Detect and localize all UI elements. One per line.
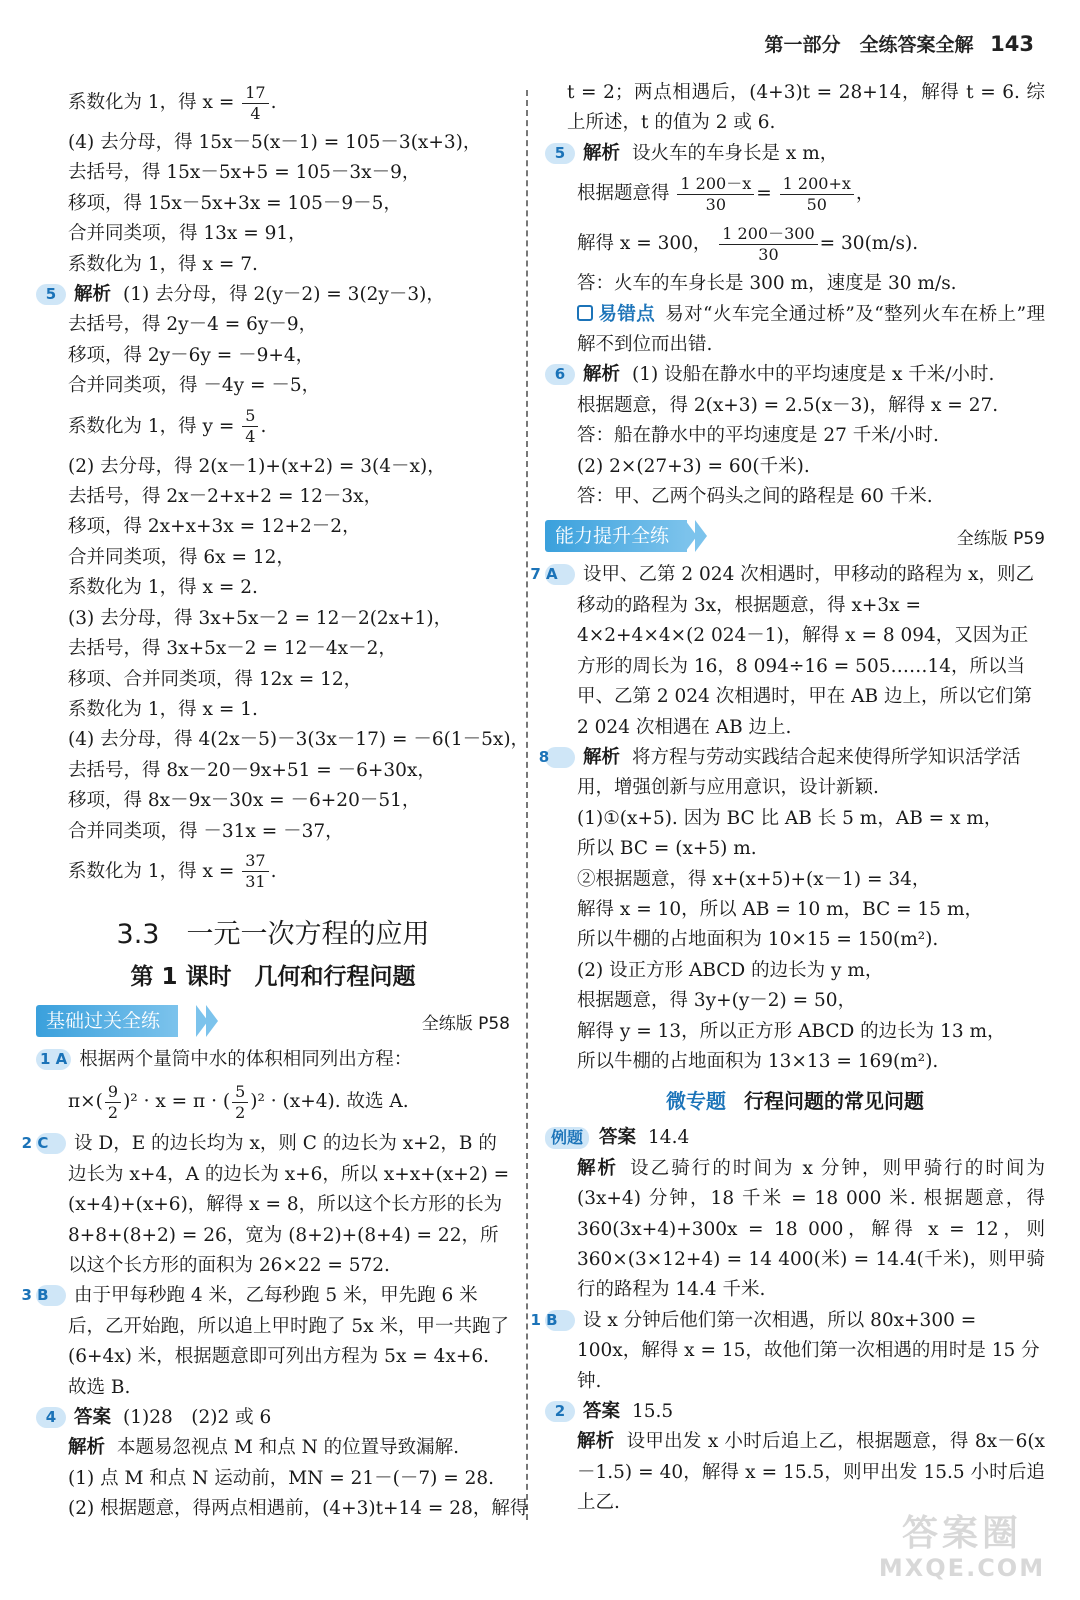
- text-line: 去括号，得 2y－4 = 6y－9，: [68, 314, 318, 336]
- text-line: 所以牛棚的占地面积为 10×15 = 150(m²).: [577, 929, 939, 951]
- watermark-logo: 答案圈 MXQE.COM: [878, 1513, 1046, 1582]
- example-tag: 例题: [545, 1127, 589, 1149]
- fraction: $\frac{1 200+x}{50}$: [780, 174, 854, 215]
- text-line: 根据题意，得 2(x+3) = 2.5(x－3)，解得 x = 27.: [577, 394, 999, 416]
- text-line: 合并同类项，得 13x = 91，: [68, 223, 307, 245]
- text-line: 系数化为 1，得 x = 1.: [68, 698, 258, 720]
- text-line: (3) 去分母，得 3x+5x－2 = 12－2(2x+1)，: [68, 607, 453, 629]
- text-line: 合并同类项，得 －4y = －5，: [68, 375, 321, 397]
- text-line: 答：船在静水中的平均速度是 27 千米/小时.: [577, 425, 939, 447]
- question-4-answer: 4 答案 (1)28 (2)2 或 6: [36, 1403, 510, 1433]
- banner-reference: 全练版 P59: [956, 529, 1045, 550]
- text-line: 解析 本题易忽视点 M 和点 N 的位置导致漏解.: [68, 1437, 460, 1459]
- header-section: 第一部分 全练答案全解: [764, 34, 974, 56]
- question-number: 5: [36, 284, 66, 305]
- question-8: 8 解析 将方程与劳动实践结合起来使得所学知识活学活用，增强创新与应用意识，设计新颖.: [538, 746, 1021, 799]
- banner-label: 基础过关全练: [36, 1005, 178, 1037]
- banner-reference: 全练版 P58: [421, 1013, 510, 1034]
- question-3: 3 B 由于甲每秒跑 4 米，乙每秒跑 5 米，甲先跑 6 米后，乙开始跑，所以追上甲时跑了 5x 米，甲一共跑了 (6+4x) 米，根据题意即可列出方程为 5x = 4x+6. 故选 B.: [21, 1285, 509, 1398]
- question-5: 5 解析 设火车的车身长是 x m，: [545, 139, 1045, 169]
- text-line: 移项、合并同类项，得 12x = 12，: [68, 668, 363, 690]
- text-line: t = 2；两点相遇后，(4+3)t = 28+14，解得 t = 6. 综上所述，t 的值为 2 或 6.: [567, 82, 1045, 134]
- text-line: 移项，得 15x－5x+3x = 105－9－5，: [68, 192, 402, 214]
- question-number: 4: [36, 1407, 66, 1428]
- text-line: 答：甲、乙两个码头之间的路程是 60 千米.: [577, 486, 933, 508]
- text-line: (1) 点 M 和点 N 运动前，MN = 21－(－7) = 28.: [68, 1467, 495, 1489]
- text-line: (2) 2×(27+3) = 60(千米).: [577, 455, 810, 477]
- equation-line: π×( $\frac{9}{2}$ )² · x = π · ( $\frac{5}{2}$ )² · (x+4). 故选 A.: [68, 1081, 409, 1122]
- topic-title: 微专题 行程问题的常见问题: [666, 1089, 924, 1114]
- fraction: $\frac{1 200-x}{30}$: [677, 174, 754, 215]
- text-line: 合并同类项，得 －31x = －37，: [68, 820, 344, 842]
- question-1b: 1 B 设 x 分钟后他们第一次相遇，所以 80x+300 = 100x，解得 x = 15，故他们第一次相遇的用时是 15 分钟.: [530, 1309, 1040, 1392]
- text-line: 解得 y = 13，所以正方形 ABCD 的边长为 13 m，: [577, 1020, 1006, 1042]
- lesson-title: 第 1 课时 几何和行程问题: [130, 963, 416, 990]
- text-line: 去括号，得 15x－5x+5 = 105－3x－9，: [68, 162, 421, 184]
- fraction: $\frac{1 200-300}{30}$: [719, 224, 817, 265]
- basic-practice-banner: [36, 1005, 510, 1039]
- question-number: 8: [545, 747, 575, 768]
- fraction: $\frac{17}{4}$: [242, 83, 268, 124]
- fraction: $\frac{5}{4}$: [242, 406, 258, 447]
- text-line: 移项，得 2y－6y = －9+4，: [68, 344, 315, 366]
- text-line: 答：火车的车身长是 300 m，速度是 30 m/s.: [577, 273, 957, 295]
- page-number: 143: [990, 32, 1034, 56]
- fraction: $\frac{5}{2}$: [232, 1082, 248, 1123]
- text-line: 系数化为 1，得 x = $\frac{17}{4}$ .: [68, 82, 277, 123]
- text-line: 去括号，得 8x－20－9x+51 = －6+30x，: [68, 759, 436, 781]
- text-line: (2) 根据题意，得两点相遇前，(4+3)t+14 = 28，解得: [68, 1498, 529, 1520]
- text-line: 移项，得 2x+x+3x = 12+2－2，: [68, 516, 361, 538]
- page-header: [765, 30, 1034, 57]
- example-solution: 解析 设乙骑行的时间为 x 分钟，则甲骑行的时间为 (3x+4) 分钟，18 千米 = 18 000 米. 根据题意，得 360(3x+4)+300x = 18 000，解得 x = 12，则 360×(3×12+4) = 14 400(米) = 14.4(千米)，则甲骑行的路程为 14.4 千米.: [577, 1157, 1045, 1301]
- question-7: 7 A 设甲、乙第 2 024 次相遇时，甲移动的路程为 x，则乙移动的路程为 3x，根据题意，得 x+3x = 4×2+4×4×(2 024－1)，解得 x = 8 094，又因为正方形的周长为 16，8 094÷16 = 505……14，所以当甲、乙第 2 024 次相遇时，甲在 AB 边上，所以它们第 2 024 次相遇在 AB 边上.: [530, 564, 1035, 738]
- question-tag: 2 C: [36, 1133, 66, 1154]
- text-line: (4) 去分母，得 4(2x－5)－3(3x－17) = －6(1－5x)，: [68, 729, 530, 751]
- text-line: 移项，得 8x－9x－30x = －6+20－51，: [68, 790, 421, 812]
- chevron-icon: [695, 520, 707, 552]
- question-1: 1 A 根据两个量筒中水的体积相同列出方程：: [36, 1045, 510, 1075]
- text-line: 去括号，得 3x+5x－2 = 12－4x－2，: [68, 638, 397, 660]
- text-line: (4) 去分母，得 15x－5(x－1) = 105－3(x+3)，: [68, 132, 482, 153]
- question-number: 2: [545, 1401, 575, 1422]
- text-line: 系数化为 1，得 x = $\frac{37}{31}$ .: [68, 851, 277, 892]
- text-line: 所以 BC = (x+5) m.: [577, 838, 757, 860]
- left-column: [21, 78, 530, 1525]
- question-2-solution: 解析 设甲出发 x 小时后追上乙，根据题意，得 8x－6(x－1.5) = 40，解得 x = 15.5，则甲出发 15.5 小时后追上乙.: [577, 1431, 1045, 1514]
- advanced-practice-banner: [545, 520, 1045, 554]
- example-answer: 例题 答案 14.4: [545, 1123, 1045, 1153]
- question-tag: 1 A: [36, 1049, 71, 1070]
- column-divider: [526, 90, 528, 1520]
- banner-label: 能力提升全练: [545, 520, 687, 552]
- text-line: 系数化为 1，得 x = 2.: [68, 577, 258, 599]
- question-2: 2 C 设 D，E 的边长均为 x，则 C 的边长为 x+2，B 的边长为 x+4，A 的边长为 x+6，所以 x+x+(x+2) = (x+4)+(x+6)，解得 x = 8，所以这个长方形的长为 8+8+(8+2) = 26，宽为 (8+2)+(8+4) = 22，所以这个长方形的面积为 26×22 = 572.: [21, 1133, 510, 1276]
- text-line: 系数化为 1，得 y = $\frac{5}{4}$ .: [68, 406, 267, 447]
- question-number: 5: [545, 143, 575, 164]
- text-line: 合并同类项，得 6x = 12，: [68, 546, 295, 568]
- text-line: (2) 去分母，得 2(x－1)+(x+2) = 3(4－x)，: [68, 455, 446, 477]
- text-line: 系数化为 1，得 x = 7.: [68, 253, 258, 275]
- chevron-icon: [206, 1005, 218, 1037]
- equation-line: 解得 x = 300， $\frac{1 200-300}{30}$ = 30(m/s).: [577, 223, 919, 264]
- fraction: $\frac{37}{31}$: [242, 851, 268, 892]
- text-line: ②根据题意，得 x+(x+5)+(x－1) = 34，: [577, 868, 931, 890]
- text-line: 所以牛棚的占地面积为 13×13 = 169(m²).: [577, 1050, 939, 1072]
- question-number: 6: [545, 364, 575, 385]
- text-line: (2) 设正方形 ABCD 的边长为 y m，: [577, 959, 884, 981]
- equation-line: 根据题意得 $\frac{1 200-x}{30}$ = $\frac{1 200+x}{50}$ ，: [577, 173, 875, 214]
- section-title: 3.3 一元一次方程的应用: [116, 918, 430, 950]
- text-line: 去括号，得 2x－2+x+2 = 12－3x，: [68, 486, 383, 508]
- text-line: (1)①(x+5). 因为 BC 比 AB 长 5 m，AB = x m，: [577, 807, 1003, 829]
- question-5-first-line: 5 解析 (1) 去分母，得 2(y－2) = 3(2y－3)，: [36, 280, 510, 310]
- fraction: $\frac{9}{2}$: [105, 1082, 121, 1123]
- text-line: 解得 x = 10，所以 AB = 10 m，BC = 15 m，: [577, 898, 983, 920]
- question-tag: 3 B: [36, 1285, 66, 1306]
- right-column: [530, 78, 1045, 1519]
- text-line: 根据题意，得 3y+(y－2) = 50，: [577, 990, 857, 1012]
- question-tag: 7 A: [545, 564, 575, 585]
- question-tag: 1 B: [545, 1310, 575, 1331]
- question-6: 6 解析 (1) 设船在静水中的平均速度是 x 千米/小时.: [545, 360, 1045, 390]
- question-2-answer: 2 答案 15.5: [545, 1397, 1045, 1427]
- error-note: 易错点 易对“火车完全通过桥”及“整列火车在桥上”理解不到位而出错.: [577, 303, 1045, 356]
